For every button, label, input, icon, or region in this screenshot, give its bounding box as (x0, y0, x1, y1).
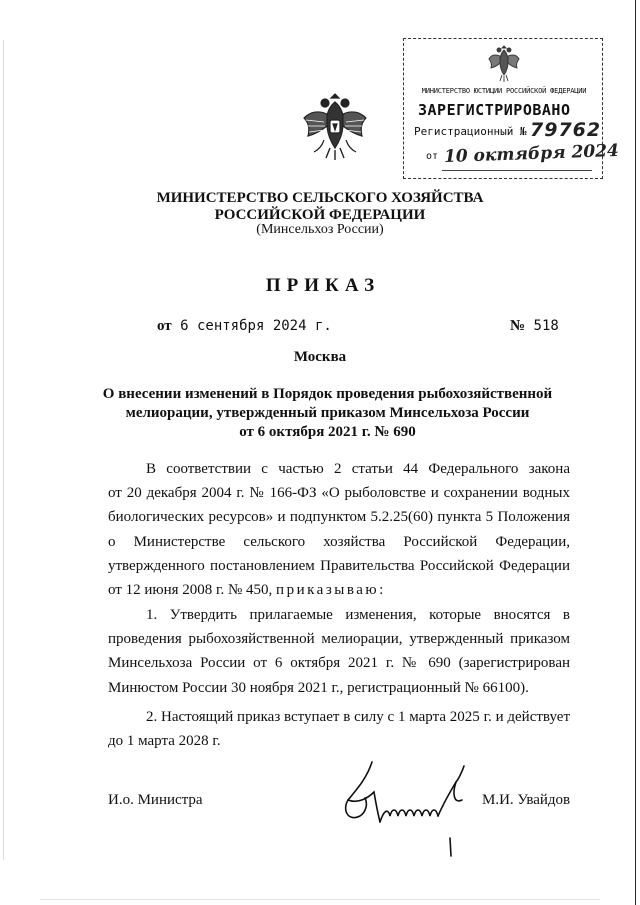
ministry-name-line-2: РОССИЙСКОЙ ФЕДЕРАЦИИ (214, 207, 426, 223)
ministry-name-line-1: МИНИСТЕРСТВО СЕЛЬСКОГО ХОЗЯЙСТВА (156, 190, 484, 206)
scan-edge-left (3, 40, 4, 860)
stamp-coat-of-arms-icon (487, 43, 521, 83)
coat-of-arms-icon (300, 88, 370, 164)
order-city: Москва (293, 349, 347, 365)
signatory-role: И.о. Министра (108, 792, 203, 808)
subject-line: мелиорации, утвержденный приказом Минсельхоза России (125, 405, 530, 421)
preamble-last-line (108, 580, 386, 600)
preamble-line: от 12 июня 2008 г. № 450, (108, 582, 273, 598)
preamble-line: В соответствии с частью 2 статьи 44 Федерального закона (146, 461, 570, 477)
stamp-reg-number: 79762 (530, 119, 602, 141)
document-type-title: ПРИКАЗ (265, 275, 381, 296)
subject-line: от 6 октября 2021 г. № 690 (239, 424, 416, 440)
item2-line: до 1 марта 2028 г. (108, 733, 221, 749)
stamp-reg-number-label: Регистрационный № (414, 125, 527, 138)
item2-line: 2. Настоящий приказ вступает в силу с 1 марта 2025 г. и действует (146, 709, 570, 725)
order-subject (100, 385, 555, 442)
order-number-prefix: № (510, 318, 526, 334)
item1-line: проведения рыбохозяйственной мелиорации, утвержденный приказом (108, 631, 570, 647)
stamp-date-underline (442, 170, 592, 171)
order-number-value: 518 (533, 318, 559, 334)
stamp-registered-label: ЗАРЕГИСТРИРОВАНО (418, 101, 571, 119)
order-date (157, 318, 332, 335)
order-number (510, 318, 559, 335)
registration-stamp (403, 38, 620, 179)
scan-edge-bottom (40, 899, 600, 900)
order-date-prefix: от (157, 318, 172, 334)
preamble-line: о Министерстве сельского хозяйства Российской Федерации, (108, 534, 570, 550)
preamble-line: биологических ресурсов» и подпунктом 5.2.25(60) пункта 5 Положения (108, 509, 570, 525)
preamble-line: от 20 декабря 2004 г. № 166-ФЗ «О рыболовстве и сохранении водных (108, 485, 570, 501)
order-word: приказываю: (276, 582, 386, 598)
scan-edge-right (635, 0, 636, 905)
item1-line: Минсельхоза России от 6 октября 2021 г. № 690 (зарегистрирован (108, 655, 570, 671)
ministry-short-name: (Минсельхоз России) (256, 222, 384, 237)
stamp-date-prefix: от (426, 151, 439, 162)
preamble-line: утвержденного постановлением Правительства Российской Федерации (108, 558, 570, 574)
handwritten-signature (338, 752, 478, 862)
signatory-name: М.И. Увайдов (482, 792, 571, 808)
order-date-value: 6 сентября 2024 г. (180, 318, 332, 334)
item1-line: 1. Утвердить прилагаемые изменения, которые вносятся в (146, 607, 570, 623)
stamp-ministry-name: МИНИСТЕРСТВО ЮСТИЦИИ РОССИЙСКОЙ ФЕДЕРАЦИИ (421, 87, 587, 95)
subject-line: О внесении изменений в Порядок проведения рыбохозяйственной (102, 386, 553, 402)
item1-line: Минюстом России 30 ноября 2021 г., регистрационный № 66100). (108, 680, 529, 696)
stamp-date: 10 октября 2024 (443, 140, 620, 168)
